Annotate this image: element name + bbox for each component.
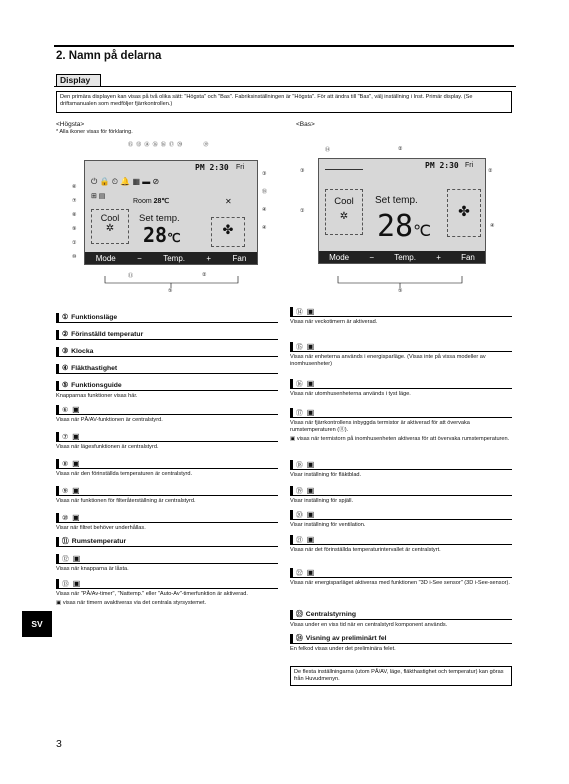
- energy-save-icon: 🔔: [120, 177, 131, 186]
- entry-heading: [290, 510, 512, 519]
- entry-heading: [56, 513, 278, 522]
- entry-right_entries-7: [290, 535, 512, 554]
- entry-left_entries-3: [56, 364, 278, 374]
- basic-callout-4: ④: [490, 223, 495, 229]
- isee-icon: ⊘: [152, 177, 160, 186]
- entry-left_entries-1: [56, 330, 278, 340]
- entry-extra-text: [56, 600, 278, 607]
- cool-icon: ✲: [105, 223, 115, 234]
- entry-heading: [56, 381, 278, 390]
- basic-clock: PM 2:30: [425, 161, 459, 170]
- entry-right_entries-0: [290, 307, 512, 326]
- basic-callout-2-top: ②: [398, 146, 403, 152]
- entry-left_entries-2: [56, 347, 278, 357]
- full-display-label: <Högsta>: [56, 121, 85, 128]
- entry-right_entries-10: [290, 634, 512, 653]
- entry-rule: [56, 373, 278, 374]
- entry-symbol-icon: ▣: [306, 379, 315, 388]
- entry-number: ⑯: [296, 381, 303, 388]
- entry-symbol-icon: ▣: [306, 307, 315, 316]
- entry-rule: [290, 351, 512, 352]
- entry-text: Visas när den förinställda temperaturen är centralstyrd.: [56, 471, 193, 477]
- entry-text: Visar inställning för fläktblad.: [290, 472, 362, 478]
- entry-rule: [290, 495, 512, 496]
- extra-symbol-icon: ▣: [290, 436, 297, 442]
- full-day: Fri: [236, 164, 245, 171]
- full-temp-plus-button[interactable]: +: [206, 253, 212, 263]
- entry-number: ⑦: [62, 434, 69, 441]
- extra-text: visas när timern avaktiveras via det centrala styrsystemet.: [62, 600, 207, 606]
- entry-left_entries-9: [56, 513, 278, 532]
- timer-icon: ⏲: [111, 177, 119, 186]
- entry-text: Knapparnas funktioner visas här.: [56, 393, 138, 399]
- full-display-note: * Alla ikoner visas för förklaring.: [56, 129, 133, 135]
- entry-heading: [56, 579, 278, 588]
- entry-symbol-icon: ▣: [306, 460, 315, 469]
- entry-rule: [56, 468, 278, 469]
- entry-title: Visning av preliminärt fel: [305, 635, 387, 642]
- entry-number: ⑫: [62, 556, 69, 563]
- entry-number: ㉒: [296, 570, 303, 577]
- basic-set-temp: 28℃: [377, 209, 432, 244]
- entry-number: ㉔: [296, 635, 303, 642]
- entry-number: ㉓: [296, 611, 303, 618]
- full-bottom-callout-5: ⑤: [168, 288, 173, 294]
- basic-callout-14: ⑭: [325, 147, 331, 153]
- entry-text: Visas när fjärrkontrollens inbyggda termistor är aktiverad för att övervaka rumstemperaturen (⑪).: [290, 420, 470, 433]
- entry-title: Rumstemperatur: [71, 538, 127, 545]
- entry-right_entries-1: [290, 342, 512, 368]
- basic-mode-text: Cool: [334, 196, 354, 207]
- entry-text: Visar när filtret behöver underhållas.: [56, 525, 146, 531]
- entry-heading: [56, 405, 278, 414]
- basic-callout-5: ⑤: [398, 288, 403, 294]
- main-menu-note: De flesta inställningarna (utom PÅ/AV, läge, fläkthastighet och temperatur) kan göras från Huvudmenyn.: [290, 666, 512, 686]
- full-set-temp: 28℃: [143, 223, 181, 247]
- full-right-callouts: ③ ⑱ ④ ④: [262, 171, 268, 231]
- page-title: 2. Namn på delarna: [56, 50, 162, 62]
- entry-heading: [56, 347, 278, 356]
- entry-symbol-icon: ▣: [306, 510, 315, 519]
- entry-text: Visas när PÅ/AV-funktionen är centralstyrd.: [56, 417, 163, 423]
- basic-display-label: <Bas>: [296, 121, 315, 128]
- entry-right_entries-8: [290, 568, 512, 587]
- entry-text: Visas när "PÅ/Av-timer", "Nattemp." eller "Auto-Av"-timerfunktion är aktiverad.: [56, 591, 248, 597]
- entry-number: ㉑: [296, 537, 303, 544]
- basic-temp-plus-button[interactable]: +: [436, 252, 441, 262]
- entry-rule: [290, 619, 512, 620]
- entry-extra-text: [290, 436, 512, 443]
- entry-number: ④: [62, 365, 69, 372]
- full-bottom-callout-11: ⑪: [128, 273, 134, 279]
- onoff-central-icon: ⏻: [91, 177, 98, 186]
- entry-rule: [56, 495, 278, 496]
- entry-number: ⑨: [62, 488, 69, 495]
- entry-heading: [56, 537, 278, 546]
- entry-left_entries-6: [56, 432, 278, 451]
- full-temp-minus-button[interactable]: −: [137, 253, 142, 263]
- entry-symbol-icon: ▣: [72, 405, 80, 414]
- basic-callout-3: ③: [300, 168, 305, 174]
- ventilation-icon: ✕: [225, 197, 232, 206]
- entry-right_entries-2: [290, 379, 512, 398]
- entry-left_entries-0: [56, 313, 278, 323]
- entry-number: ⑭: [296, 309, 303, 316]
- entry-text: Visas när utomhusenheterna används i tyst läge.: [290, 391, 411, 397]
- entry-number: ⑥: [62, 407, 69, 414]
- entry-heading: [56, 330, 278, 339]
- entry-number: ⑩: [62, 515, 69, 522]
- entry-rule: [56, 441, 278, 442]
- entry-rule: [290, 417, 512, 418]
- entry-heading: [290, 535, 512, 544]
- entry-heading: [290, 408, 512, 417]
- basic-day: Fri: [465, 162, 474, 169]
- language-tab: SV: [22, 611, 52, 637]
- entry-text: Visas när veckotimern är aktiverad.: [290, 319, 378, 325]
- entry-right_entries-4: [290, 460, 512, 479]
- filter-icons: ⊞ ▤: [91, 193, 106, 200]
- entry-heading: [290, 568, 512, 577]
- entry-left_entries-11: [56, 554, 278, 573]
- entry-left_entries-8: [56, 486, 278, 505]
- entry-heading: [56, 459, 278, 468]
- entry-number: ⑱: [296, 462, 303, 469]
- entry-rule: [56, 356, 278, 357]
- entry-title: Funktionsläge: [71, 314, 118, 321]
- entry-number: ⑮: [296, 344, 303, 351]
- entry-symbol-icon: ▣: [306, 535, 315, 544]
- full-bottom-callout-2: ②: [202, 272, 207, 278]
- entry-rule: [56, 414, 278, 415]
- full-fan-button[interactable]: Fan: [232, 253, 247, 263]
- entry-title: Funktionsguide: [71, 382, 122, 389]
- entry-rule: [56, 563, 278, 564]
- thermistor-icon: ▬: [142, 177, 151, 186]
- entry-text: Visas under en viss tid när en centralstyrd komponent används.: [290, 622, 448, 628]
- entry-heading: [290, 634, 512, 643]
- basic-callout-2-right: ②: [488, 168, 493, 174]
- entry-text: Visas när energisparläget aktiveras med funktionen "3D i-See sensor" (3D i-See-sensor).: [290, 580, 510, 586]
- fan-icon: ✤: [222, 222, 234, 237]
- entry-symbol-icon: ▣: [306, 568, 315, 577]
- entry-text: Visar inställning för spjäll.: [290, 498, 354, 504]
- entry-left_entries-5: [56, 405, 278, 424]
- entry-rule: [56, 522, 278, 523]
- entry-rule: [290, 388, 512, 389]
- entry-rule: [56, 339, 278, 340]
- lock-icon: 🔒: [99, 177, 110, 186]
- entry-heading: [290, 307, 512, 316]
- entry-rule: [56, 322, 278, 323]
- basic-fan-button[interactable]: Fan: [461, 252, 475, 262]
- entry-text: En felkod visas under det preliminära felet.: [290, 646, 396, 652]
- entry-number: ⑲: [296, 488, 303, 495]
- entry-number: ①: [62, 314, 69, 321]
- basic-leader-lines: [0, 0, 569, 300]
- entry-heading: [56, 554, 278, 563]
- entry-right_entries-5: [290, 486, 512, 505]
- basic-set-label: Set temp.: [375, 195, 418, 206]
- entry-rule: [290, 643, 512, 644]
- basic-fan-icon: ✤: [458, 203, 470, 219]
- entry-symbol-icon: ▣: [306, 408, 315, 417]
- entry-left_entries-12: [56, 579, 278, 607]
- entry-heading: [56, 364, 278, 373]
- entry-heading: [56, 486, 278, 495]
- entry-number: ⑬: [62, 581, 69, 588]
- basic-callout-1: ①: [300, 208, 305, 214]
- full-set-label: Set temp.: [139, 213, 180, 224]
- basic-temp-label: Temp.: [394, 252, 416, 262]
- entry-title: Klocka: [71, 348, 94, 355]
- entry-symbol-icon: ▣: [72, 432, 80, 441]
- page-number: 3: [56, 738, 62, 750]
- entry-symbol-icon: ▣: [72, 554, 81, 563]
- entry-number: ⑪: [62, 538, 69, 545]
- entry-heading: [56, 432, 278, 441]
- extra-symbol-icon: ▣: [56, 600, 63, 606]
- entry-heading: [290, 610, 512, 619]
- entry-left_entries-4: [56, 381, 278, 400]
- entry-text: Visas när funktionen för filteråterställning är centralstyrd.: [56, 498, 196, 504]
- entry-text: Visas när lägesfunktionen är centralstyrd.: [56, 444, 159, 450]
- entry-symbol-icon: ▣: [306, 486, 315, 495]
- entry-number: ⑤: [62, 382, 69, 389]
- entry-rule: [290, 519, 512, 520]
- full-temp-label: Temp.: [163, 253, 185, 263]
- entry-heading: [290, 379, 512, 388]
- entry-heading: [56, 313, 278, 322]
- entry-symbol-icon: ▣: [72, 513, 80, 522]
- entry-text: Visas när knapparna är låsta.: [56, 566, 129, 572]
- entry-symbol-icon: ▣: [72, 486, 80, 495]
- entry-rule: [290, 577, 512, 578]
- entry-text: Visas när enheterna används i energisparläge. (Visas inte på vissa modeller av inomhusenheter): [290, 354, 486, 367]
- basic-mode-button[interactable]: Mode: [329, 252, 350, 262]
- silent-mode-icon: ▦: [132, 177, 141, 186]
- entry-heading: [290, 342, 512, 351]
- entry-right_entries-3: [290, 408, 512, 443]
- entry-text: Visas när det förinställda temperaturintervallet är centralstyrt.: [290, 547, 441, 553]
- entry-number: ②: [62, 331, 69, 338]
- intro-box: Den primära displayen kan visas på två olika sätt: "Högsta" och "Bas". Fabriksinställningen är "Högsta". För att ändra till "Bas", välj inställning i Inst. Primär display. (Se driftsmanualen som medföljer fjärrkontrollen.): [56, 91, 512, 113]
- full-mode-button[interactable]: Mode: [95, 253, 116, 263]
- entry-heading: [290, 486, 512, 495]
- entry-title: Centralstyrning: [305, 611, 357, 618]
- entry-number: ③: [62, 348, 69, 355]
- entry-right_entries-6: [290, 510, 512, 529]
- entry-rule: [56, 588, 278, 589]
- full-left-callouts: ⑥ ⑦ ⑧ ⑨ ① ⑩: [72, 184, 77, 260]
- entry-left_entries-10: [56, 537, 278, 547]
- full-clock: PM 2:30: [195, 163, 229, 172]
- entry-heading: [290, 460, 512, 469]
- entry-rule: [290, 316, 512, 317]
- entry-number: ⑧: [62, 461, 69, 468]
- entry-right_entries-9: [290, 610, 512, 629]
- room-temp-readout: Room 28℃: [133, 198, 170, 205]
- entry-rule: [56, 390, 278, 391]
- entry-title: Fläkthastighet: [71, 365, 118, 372]
- entry-rule: [290, 469, 512, 470]
- entry-number: ⑳: [296, 512, 303, 519]
- entry-rule: [290, 544, 512, 545]
- full-top-callouts: ⑮⑬⑭⑯⑯⑰⑳ ⑲: [128, 142, 212, 148]
- extra-text: visas när termistorn på inomhusenheten aktiveras för att övervaka rumstemperaturen.: [296, 436, 510, 442]
- full-mode-text: Cool: [100, 213, 120, 223]
- entry-symbol-icon: ▣: [72, 459, 80, 468]
- entry-symbol-icon: ▣: [72, 579, 81, 588]
- entry-text: Visar inställning för ventilation.: [290, 522, 366, 528]
- basic-cool-icon: ✲: [339, 211, 349, 222]
- entry-rule: [56, 546, 278, 547]
- display-section-label: Display: [56, 74, 101, 87]
- entry-left_entries-7: [56, 459, 278, 478]
- entry-number: ⑰: [296, 410, 303, 417]
- entry-symbol-icon: ▣: [306, 342, 315, 351]
- entry-title: Förinställd temperatur: [71, 331, 144, 338]
- basic-temp-minus-button[interactable]: −: [369, 252, 374, 262]
